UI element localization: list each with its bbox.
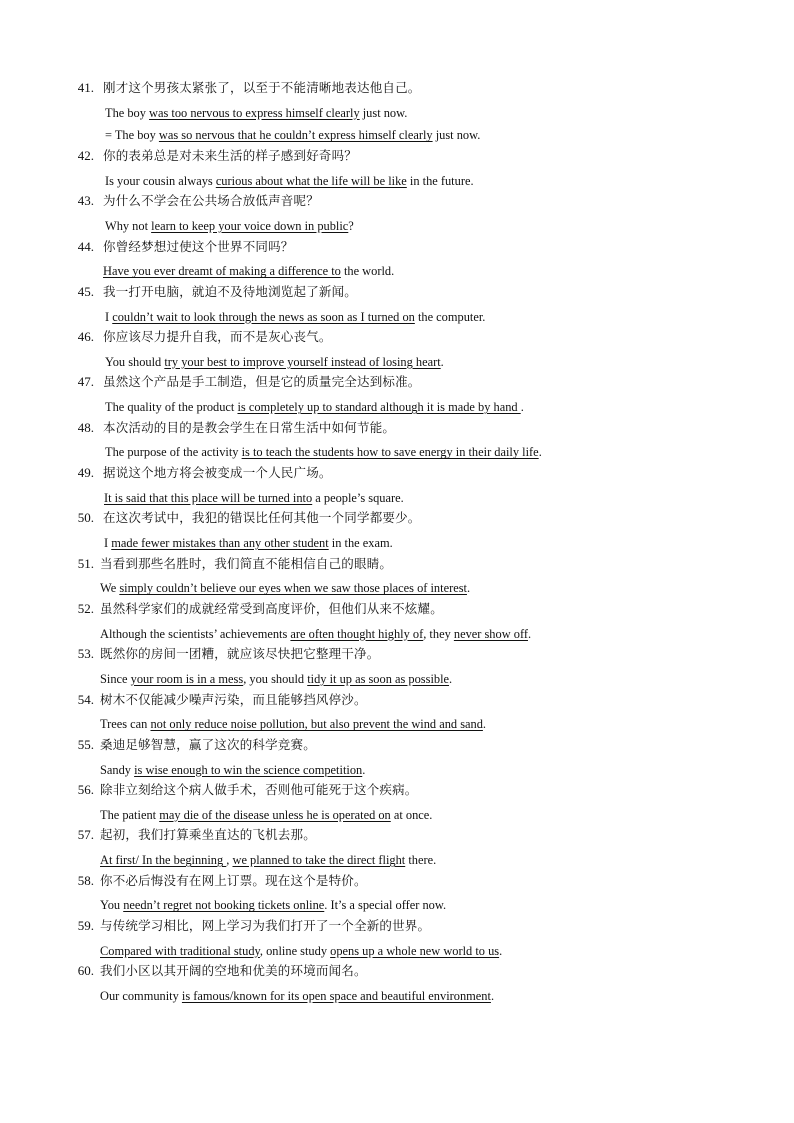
item-number: 49.	[77, 465, 94, 481]
english-answer	[103, 262, 394, 280]
answer-blank-filled: Compared with traditional study	[100, 943, 260, 958]
sentence-text: just now.	[432, 128, 481, 143]
chinese-prompt: 你不必后悔没有在网上订票。现在这个是特价。	[100, 872, 367, 888]
chinese-prompt: 你的表弟总是对未来生活的样子感到好奇吗？	[103, 147, 358, 163]
answer-blank-filled: Have you ever dreamt of making a difference to	[103, 264, 341, 279]
answer-blank-filled: are often thought highly of	[290, 626, 424, 641]
sentence-text: at once.	[390, 807, 433, 822]
answer-blank-filled: is completely up to standard although it is made by hand	[237, 400, 521, 415]
english-answer	[105, 443, 542, 461]
english-answer	[100, 942, 502, 960]
answer-blank-filled: never show off	[453, 626, 528, 641]
answer-blank-filled: learn to keep your voice down in public	[151, 218, 349, 233]
answer-blank-filled: your room is in a mess	[130, 671, 244, 686]
sentence-text: .	[538, 445, 542, 460]
answer-blank-filled: try your best to improve yourself instead of losing heart	[164, 354, 441, 369]
sentence-text: , they	[423, 626, 454, 641]
sentence-text: ?	[348, 218, 354, 233]
sentence-text: = The boy	[105, 128, 159, 143]
english-answer	[100, 987, 494, 1005]
answer-blank-filled: At first/ In the beginning	[100, 853, 227, 868]
sentence-text: Since	[100, 671, 131, 686]
answer-blank-filled: not only reduce noise pollution, but also prevent the wind and sand	[150, 717, 483, 732]
item-number: 48.	[77, 419, 94, 435]
answer-blank-filled: is to teach the students how to save energy in their daily life	[241, 445, 539, 460]
item-number: 54.	[77, 691, 94, 707]
sentence-text: You	[100, 898, 124, 913]
sentence-text: , you should	[243, 671, 308, 686]
answer-blank-filled: was too nervous to express himself clearly	[149, 105, 360, 120]
item-number: 60.	[77, 963, 94, 979]
item-number: 53.	[77, 646, 94, 662]
chinese-prompt: 树木不仅能减少噪声污染，而且能够挡风停沙。	[100, 691, 367, 707]
answer-blank-filled: It is said that this place will be turned into	[104, 490, 313, 505]
english-answer	[100, 579, 470, 597]
sentence-text: Our community	[100, 989, 182, 1003]
english-answer	[105, 172, 474, 190]
sentence-text: , online study	[259, 943, 331, 958]
item-number: 44.	[77, 238, 94, 254]
item-number: 46.	[77, 329, 94, 345]
sentence-text: a people’s square.	[312, 490, 404, 505]
chinese-prompt: 在这次考试中，我犯的错误比任何其他一个同学都要少。	[103, 510, 421, 526]
chinese-prompt: 当看到那些名胜时，我们简直不能相信自己的眼睛。	[100, 555, 393, 571]
english-answer	[105, 104, 407, 122]
sentence-text: .	[362, 762, 366, 777]
english-answer	[100, 851, 436, 869]
answer-blank-filled: is wise enough to win the science competition	[134, 762, 363, 777]
english-answer	[105, 308, 485, 326]
english-answer	[104, 534, 393, 552]
answer-blank-filled: was so nervous that he couldn’t express himself clearly	[158, 128, 433, 143]
item-number: 55.	[77, 736, 94, 752]
item-number: 56.	[77, 782, 94, 798]
sentence-text: the computer.	[414, 309, 486, 324]
chinese-prompt: 你应该尽力提升自我，而不是灰心丧气。	[103, 329, 332, 345]
item-number: 43.	[77, 193, 94, 209]
sentence-text: The patient	[100, 807, 160, 822]
sentence-text: .	[490, 989, 495, 1003]
sentence-text: Is your cousin always	[105, 173, 216, 188]
english-answer	[104, 489, 404, 507]
chinese-prompt: 与传统学习相比，网上学习为我们打开了一个全新的世界。	[100, 918, 431, 934]
sentence-text: in the future.	[406, 173, 474, 188]
chinese-prompt: 据说这个地方将会被变成一个人民广场。	[103, 465, 332, 481]
sentence-text: . It’s a special offer now.	[324, 898, 447, 913]
item-number: 42.	[77, 147, 94, 163]
sentence-text: .	[482, 717, 487, 732]
english-answer	[100, 806, 432, 824]
sentence-text: Although the scientists’ achievements	[100, 626, 291, 641]
english-answer	[105, 217, 354, 235]
item-number: 47.	[77, 374, 94, 390]
sentence-text: I	[104, 536, 112, 550]
chinese-prompt: 既然你的房间一团糟，就应该尽快把它整理干净。	[100, 646, 380, 662]
sentence-text: .	[449, 671, 453, 686]
sentence-text: there.	[405, 853, 437, 868]
sentence-text: .	[466, 581, 471, 596]
sentence-text: Why not	[105, 218, 152, 233]
item-number: 51.	[77, 555, 94, 571]
chinese-prompt: 刚才这个男孩太紧张了，以至于不能清晰地表达他自己。	[103, 80, 421, 95]
answer-blank-filled: is famous/known for its open space and beautiful environment	[181, 989, 491, 1003]
chinese-prompt: 虽然科学家们的成就经常受到高度评价，但他们从来不炫耀。	[100, 600, 443, 616]
answer-blank-filled: simply couldn’t believe our eyes when we saw those places of interest	[119, 581, 467, 596]
english-answer	[105, 398, 524, 416]
sentence-text: The purpose of the activity	[105, 445, 242, 460]
item-number: 50.	[77, 510, 94, 526]
chinese-prompt: 我们小区以其开阔的空地和优美的环境而闻名。	[100, 963, 367, 979]
english-answer	[105, 353, 444, 371]
sentence-text: ,	[226, 853, 233, 868]
sentence-text: .	[499, 943, 503, 958]
answer-blank-filled: we planned to take the direct flight	[232, 853, 406, 868]
answer-blank-filled: opens up a whole new world to us	[330, 943, 500, 958]
answer-blank-filled: made fewer mistakes than any other student	[111, 536, 329, 550]
item-number: 52.	[77, 600, 94, 616]
sentence-text: in the exam.	[328, 536, 393, 550]
sentence-text: .	[520, 400, 524, 415]
sentence-text: The boy	[105, 105, 150, 120]
answer-blank-filled: tidy it up as soon as possible	[307, 671, 450, 686]
item-number: 57.	[77, 827, 94, 843]
chinese-prompt: 我一打开电脑，就迫不及待地浏览起了新闻。	[103, 283, 358, 299]
chinese-prompt: 虽然这个产品是手工制造，但是它的质量完全达到标准。	[103, 374, 421, 390]
answer-blank-filled: may die of the disease unless he is operated on	[159, 807, 391, 822]
item-number: 59.	[77, 918, 94, 934]
answer-blank-filled: needn’t regret not booking tickets online	[123, 898, 325, 913]
sentence-text: Sandy	[100, 762, 135, 777]
sentence-text: Trees can	[100, 717, 151, 732]
chinese-prompt: 为什么不学会在公共场合放低声音呢？	[103, 193, 319, 209]
english-answer	[100, 625, 531, 643]
english-answer	[100, 715, 486, 733]
english-answer	[105, 126, 480, 144]
sentence-text: We	[100, 581, 120, 596]
chinese-prompt: 除非立刻给这个病人做手术，否则他可能死于这个疾病。	[100, 782, 418, 798]
sentence-text: the world.	[340, 264, 395, 279]
english-answer	[100, 896, 446, 914]
item-number: 41.	[77, 80, 94, 95]
sentence-text: I	[105, 309, 113, 324]
sentence-text: just now.	[359, 105, 408, 120]
answer-blank-filled: couldn’t wait to look through the news as soon as I turned on	[112, 309, 415, 324]
chinese-prompt: 起初，我们打算乘坐直达的飞机去那。	[100, 827, 316, 843]
answer-blank-filled: curious about what the life will be like	[215, 173, 407, 188]
item-number: 45.	[77, 283, 94, 299]
english-answer	[100, 761, 365, 779]
sentence-text: The quality of the product	[105, 400, 238, 415]
item-number: 58.	[77, 872, 94, 888]
chinese-prompt: 桑迪足够智慧，赢了这次的科学竞赛。	[100, 736, 316, 752]
sentence-text: .	[527, 626, 532, 641]
chinese-prompt: 本次活动的目的是教会学生在日常生活中如何节能。	[103, 419, 396, 435]
chinese-prompt: 你曾经梦想过使这个世界不同吗？	[103, 238, 294, 254]
english-answer	[100, 670, 452, 688]
sentence-text: .	[440, 354, 444, 369]
sentence-text: You should	[105, 354, 165, 369]
